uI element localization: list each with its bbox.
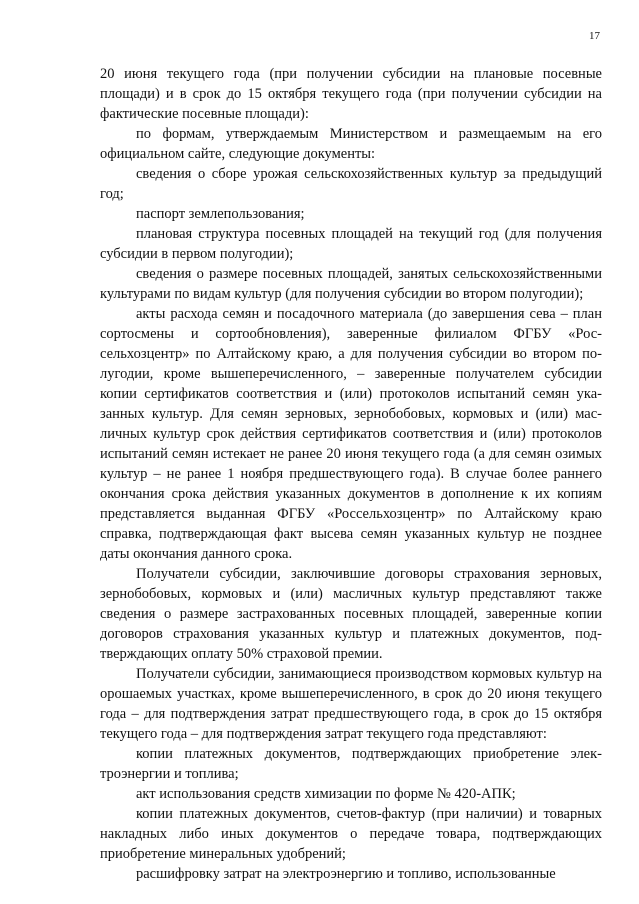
paragraph: акты расхода семян и посадочного материала (до завершения сева – план сортосмены и сортообновления), заверенные филиалом ФГБУ «Россельхозцентр» по Алтайскому краю, а для получения субсидии во втором полугодии, кроме вышеперечисленного, – заверенные получателем субсидии копии сертификатов соответствия и (или) протоколов испытаний семян указанных культур. Для семян зерновых, зернобобовых, кормовых и (или) масличных культур срок действия сертификатов соответствия и (или) протоколов испытаний семян истекает не ранее 20 июня текущего года (а для семян озимых культур – не ранее 1 ноября предшествующего года). В случае более раннего окончания срока действия указанных документов в дополнение к их копиям представляется выданная ФГБУ «Россельхозцентр» по Алтайскому краю справка, подтверждающая факт высева семян указанных культур не позднее даты окончания данного срока. bbox=[100, 306, 602, 562]
paragraph: по формам, утверждаемым Министерством и размещаемым на его официальном сайте, следующие документы: bbox=[100, 126, 602, 162]
document-body bbox=[100, 64, 602, 884]
paragraph: Получатели субсидии, заключившие договоры страхования зерновых, зернобобовых, кормовых и (или) масличных культур представляют также сведения о размере застрахованных посевных площадей, заверенные копии договоров страхования указанных культур и платежных документов, подтверждающих оплату 50% страховой премии. bbox=[100, 566, 602, 662]
paragraph: сведения о размере посевных площадей, занятых сельскохозяйственными культурами по видам культур (для получения субсидии во втором полугодии); bbox=[100, 266, 602, 302]
paragraph: 20 июня текущего года (при получении субсидии на плановые посевные площади) и в срок до 15 октября текущего года (при получении субсидии на фактические посевные площади): bbox=[100, 66, 602, 122]
paragraph: сведения о сборе урожая сельскохозяйственных культур за предыдущий год; bbox=[100, 166, 602, 202]
page-number: 17 bbox=[589, 30, 600, 42]
paragraph: расшифровку затрат на электроэнергию и топливо, использованные bbox=[136, 866, 556, 882]
paragraph: плановая структура посевных площадей на текущий год (для получения субсидии в первом полугодии); bbox=[100, 226, 602, 262]
paragraph: паспорт землепользования; bbox=[136, 206, 305, 222]
paragraph: акт использования средств химизации по форме № 420-АПК; bbox=[136, 786, 516, 802]
paragraph: Получатели субсидии, занимающиеся производством кормовых культур на орошаемых участках, кроме вышеперечисленного, в срок до 20 июня текущего года – для подтверждения затрат предшествующего года, в срок до 15 октября текущего года – для подтверждения затрат текущего года представляют: bbox=[100, 666, 602, 742]
paragraph: копии платежных документов, подтверждающих приобретение электроэнергии и топлива; bbox=[100, 746, 602, 782]
paragraph: копии платежных документов, счетов-фактур (при наличии) и товарных накладных либо иных документов о передаче товара, подтверждающих приобретение минеральных удобрений; bbox=[100, 806, 602, 862]
